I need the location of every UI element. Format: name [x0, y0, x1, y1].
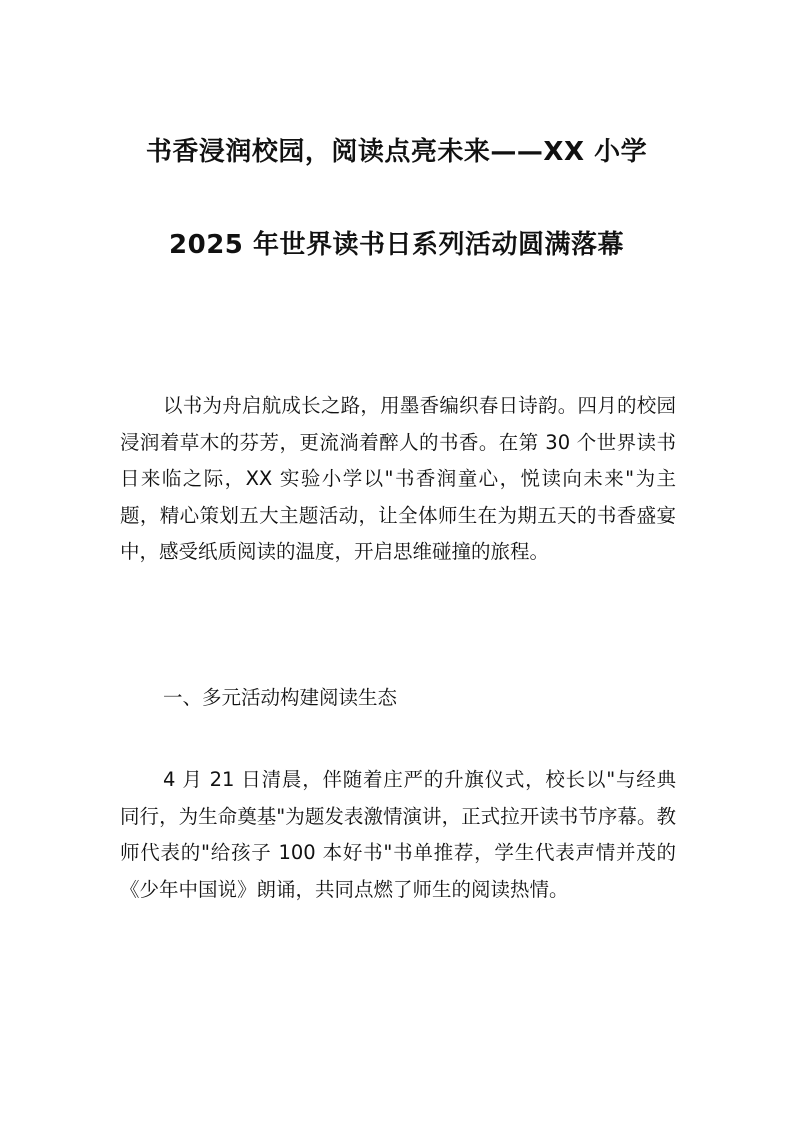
title-line-1: 书香浸润校园，阅读点亮未来——XX 小学: [145, 137, 648, 167]
title-line-2: 2025 年世界读书日系列活动圆满落幕: [169, 230, 624, 260]
intro-paragraph: 以书为舟启航成长之路，用墨香编织春日诗韵。四月的校园浸润着草木的芬芳，更流淌着醉人的书香。在第 30 个世界读书日来临之际，XX 实验小学以"书香润童心，悦读向未来"为主题，精心策划五大主题活动，让全体师生在为期五天的书香盛宴中，感受纸质阅读的温度，开启思维碰撞的旅程。: [120, 394, 676, 563]
body-paragraph: 4 月 21 日清晨，伴随着庄严的升旗仪式，校长以"与经典同行，为生命奠基"为题发表激情演讲，正式拉开读书节序幕。教师代表的"给孩子 100 本好书"书单推荐，学生代表声情并茂的《少年中国说》朗诵，共同点燃了师生的阅读热情。: [120, 768, 676, 901]
document-title: [100, 128, 693, 269]
section-heading: 一、多元活动构建阅读生态: [163, 686, 398, 709]
